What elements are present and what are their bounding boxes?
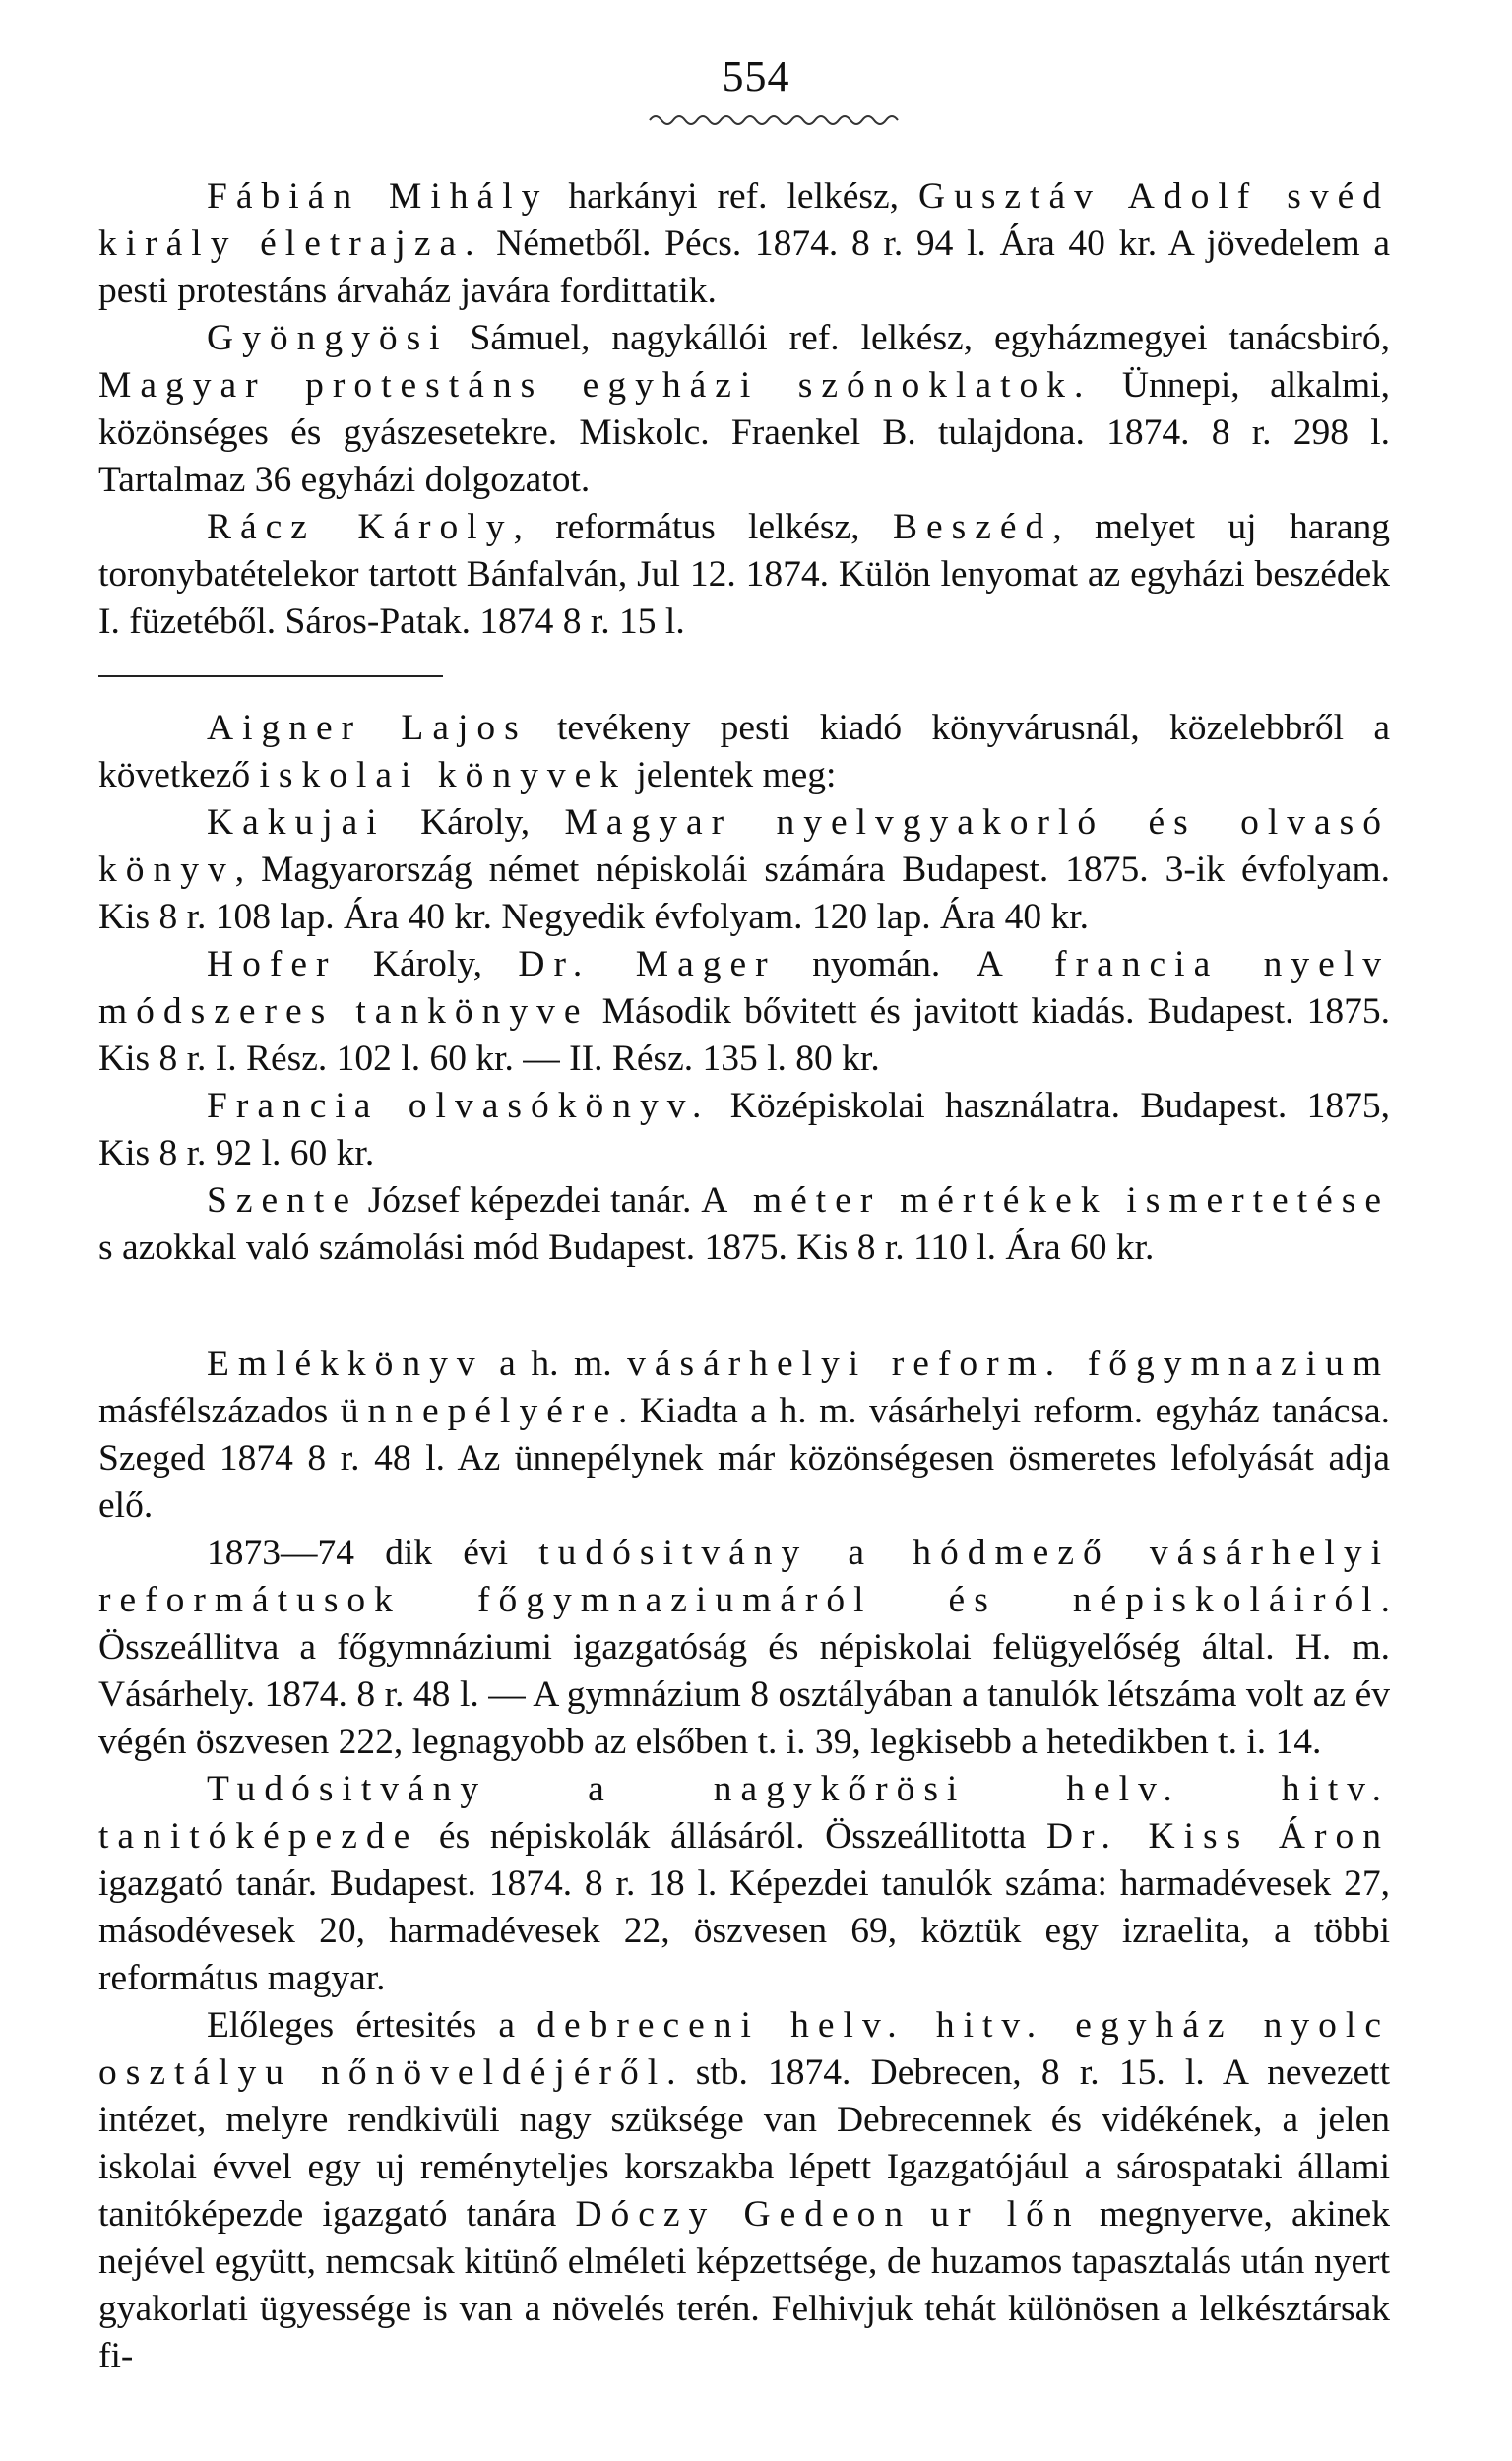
author-name: Hofer	[207, 944, 338, 984]
work-title: debreceni helv. hitv. egyház nyolc osztályu nőnöveldéjéről	[98, 2005, 1390, 2093]
author-name: Szente	[207, 1180, 358, 1221]
entry-text: Előleges értesités a	[207, 2005, 537, 2046]
entry-text: tevékeny pesti kiadó könyvárusnál, közelebbről a következő	[98, 708, 1390, 795]
entry-text: megnyerve, akinek nejével együtt, nemcsak kitünő elméleti képzettsége, de huzamos tapasztalás után nyert gyakorlati ügyessége is van a növelés terén. Felhivjuk tehát különösen a lelkésztársak fi-	[98, 2194, 1390, 2376]
entry-francia-olvasokonyv	[98, 1083, 1390, 1177]
emphasis: ur lőn	[930, 2194, 1081, 2235]
entry-text: nyomán.	[776, 944, 976, 984]
entry-vasarhely-tudositvany	[98, 1530, 1390, 1766]
entry-nagykoros-tudositvany	[98, 1766, 1390, 2002]
entry-text: Sámuel, nagykállói ref. lelkész, egyházmegyei tanácsbiró,	[448, 318, 1390, 358]
work-title: A méter mértékek ismertetése	[701, 1180, 1390, 1221]
entry-debrecen-ertesites	[98, 2002, 1390, 2380]
entry-aigner-intro	[98, 705, 1390, 799]
work-title: Tudósitvány a nagykőrösi helv. hitv. tanitóképezde	[98, 1769, 1390, 1857]
work-title: Beszéd	[892, 507, 1053, 547]
entry-text	[912, 2194, 930, 2235]
section-spacer	[98, 1272, 1390, 1341]
entry-text: , református lelkész,	[513, 507, 893, 547]
entry-text: Károly,	[385, 802, 565, 843]
entry-text: a h. m.	[483, 1344, 628, 1384]
entry-text: s azokkal való számolási mód Budapest. 1875. Kis 8 r. 110 l. Ára 60 kr.	[98, 1228, 1155, 1268]
author-name: Dr. Mager	[518, 944, 777, 984]
work-title: Emlékkönyv	[207, 1344, 484, 1384]
entry-text: igazgató tanár. Budapest. 1874. 8 r. 18 l. Képezdei tanulók száma: harmadévesek 27, másodévesek 20, harmadévesek 22, öszvesen 69, köztük egy izraelita, a többi református magyar.	[98, 1863, 1390, 1998]
work-title: Gusztáv Adolf svéd király életrajza.	[98, 176, 1390, 264]
entry-text: Károly,	[337, 944, 519, 984]
entry-szente	[98, 1177, 1390, 1272]
entry-racz	[98, 504, 1390, 646]
work-title: tudósitvány a hódmező vásárhelyi reformátusok főgymnaziumáról és népiskoláiról	[98, 1533, 1390, 1620]
author-name: Rácz Károly	[207, 507, 514, 547]
entry-text: József képezdei tanár.	[357, 1180, 702, 1221]
publisher-name: Aigner Lajos	[207, 708, 528, 748]
entry-text: és népiskolák állásáról. Összeállitotta	[418, 1816, 1046, 1857]
section-divider	[98, 675, 443, 677]
entry-fabian	[98, 173, 1390, 315]
entry-text: . stb. 1874. Debrecen, 8 r. 15. l. A nevezett intézet, melyre rendkivüli nagy szüksége van Debrecennek és vidékének, a jelen iskolai évvel egy uj reményteljes korszakba lépett Igazgatójául a sárospataki állami tanitóképezde igazgató tanára	[98, 2052, 1390, 2235]
entry-gyongyosi	[98, 315, 1390, 504]
entry-text: Középiskolai használatra. Budapest. 1875, Kis 8 r. 92 l. 60 kr.	[98, 1086, 1390, 1173]
page-number: 554	[722, 52, 790, 100]
entry-text: , melyet uj harang toronybatételekor tartott Bánfalván, Jul 12. 1874. Külön lenyomat az egyházi beszédek I. füzetéből. Sáros-Patak. 1874 8 r. 15 l.	[98, 507, 1391, 642]
work-title: Magyar protestáns egyházi szónoklatok.	[98, 365, 1093, 406]
text-column	[98, 173, 1390, 2380]
entry-kakujai	[98, 799, 1390, 941]
entry-text: Második bővitett és javitott kiadás. Budapest. 1875. Kis 8 r. I. Rész. 102 l. 60 kr. — II. Rész. 135 l. 80 kr.	[98, 991, 1390, 1079]
author-name: Kakujai	[207, 802, 386, 843]
entry-text: . Kiadta a h. m. vásárhelyi reform. egyház tanácsa. Szeged 1874 8 r. 48 l. Az ünnepélynek már közönségesen ösmeretes lefolyását adja elő.	[98, 1391, 1391, 1526]
entry-hofer	[98, 941, 1390, 1083]
work-title: A francia nyelv módszeres tankönyve	[98, 944, 1390, 1032]
author-name: Dr. Kiss Áron	[1045, 1816, 1390, 1857]
emphasis: iskolai könyvek	[259, 755, 627, 795]
work-title: Francia olvasókönyv.	[207, 1086, 711, 1126]
entry-text: másfélszázados	[98, 1391, 341, 1431]
author-name: Gyöngyösi	[207, 318, 449, 358]
entry-emlekkonyv	[98, 1341, 1390, 1530]
work-title: vásárhelyi reform. főgymnazium	[627, 1344, 1390, 1384]
author-name: Dóczy Gedeon	[575, 2194, 913, 2235]
work-title: ünnepélyére	[340, 1391, 618, 1431]
page-number-ornament	[0, 110, 1512, 134]
entry-text: Ünnepi, alkalmi, közönséges és gyászesetekre. Miskolc. Fraenkel B. tulajdona. 1874. 8 r. 298 l. Tartalmaz 36 egyházi dolgozatot.	[98, 365, 1391, 500]
entry-text: . Összeállitva a főgymnáziumi igazgatóság és népiskolai felügyelőség által. H. m. Vásárhely. 1874. 8 r. 48 l. — A gymnázium 8 osztályában a tanulók létszáma volt az év végén öszvesen 222, legnagyobb az elsőben t. i. 39, legkisebb a hetedikben t. i. 14.	[98, 1580, 1390, 1762]
entry-text: jelentek meg:	[627, 755, 837, 795]
author-name: Fábián Mihály	[207, 176, 549, 217]
entry-text: harkányi ref. lelkész,	[548, 176, 918, 217]
entry-text: 1873—74 dik évi	[207, 1533, 539, 1573]
entry-text: Németből. Pécs. 1874. 8 r. 94 l. Ára 40 kr. A jövedelem a pesti protestáns árvaház javára fordittatik.	[98, 223, 1390, 311]
entry-text: , Magyarország német népiskolái számára Budapest. 1875. 3-ik évfolyam. Kis 8 r. 108 lap. Ára 40 kr. Negyedik évfolyam. 120 lap. Ára 40 kr.	[98, 850, 1390, 937]
work-title: Magyar nyelvgyakorló és olvasó könyv	[98, 802, 1390, 890]
